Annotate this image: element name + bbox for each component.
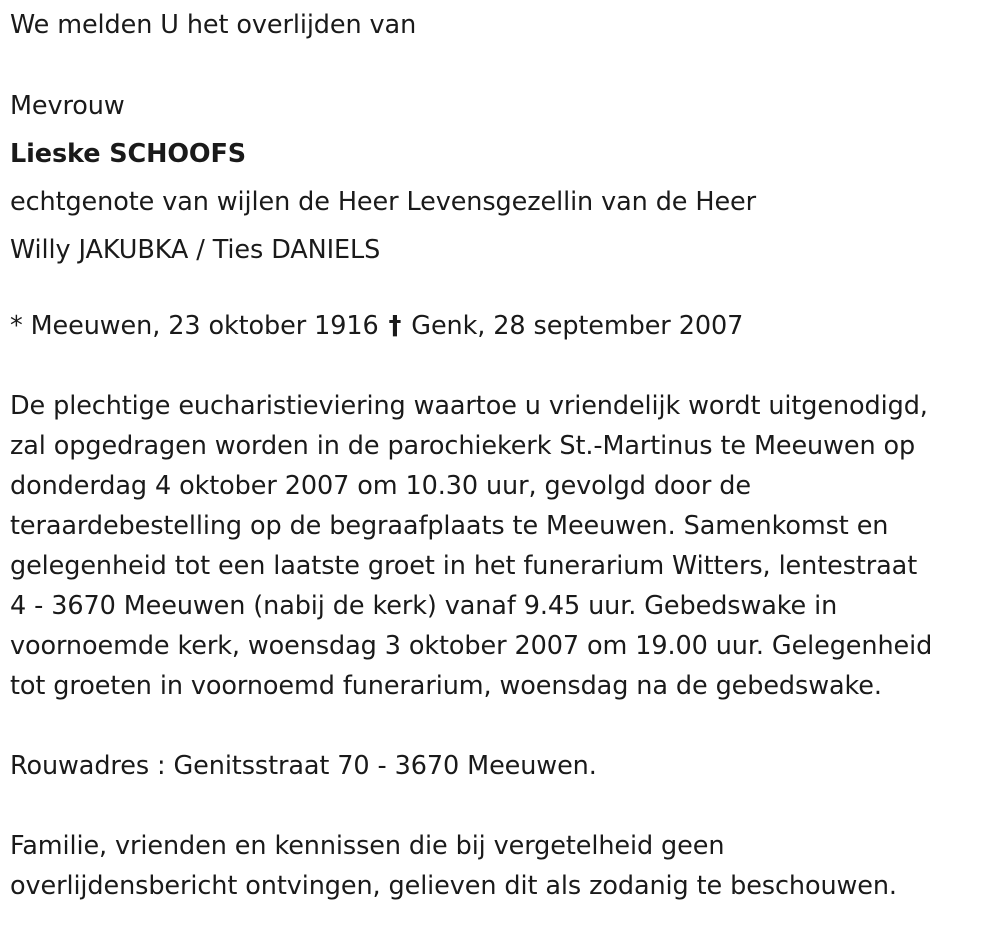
spacer — [10, 50, 995, 82]
spouse-line-1: echtgenote van wijlen de Heer Levensgezellin van de Heer — [10, 187, 757, 217]
closing-line: overlijdensbericht ontvingen, gelieven dit als zodanig te beschouwen. — [10, 871, 897, 901]
closing-line: Familie, vrienden en kennissen die bij vergetelheid geen — [10, 831, 725, 861]
cross-icon: † — [388, 311, 402, 341]
ceremony-line: 4 - 3670 Meeuwen (nabij de kerk) vanaf 9.45 uur. Gebedswake in — [10, 591, 838, 621]
birth-date: * Meeuwen, 23 oktober 1916 — [10, 311, 379, 341]
death-date: Genk, 28 september 2007 — [411, 311, 744, 341]
spacer — [10, 786, 995, 826]
spacer — [10, 274, 995, 306]
ceremony-line: zal opgedragen worden in de parochiekerk St.-Martinus te Meeuwen op — [10, 431, 916, 461]
mourning-address: Rouwadres : Genitsstraat 70 - 3670 Meeuwen. — [10, 751, 597, 781]
ceremony-line: tot groeten in voornoemd funerarium, woensdag na de gebedswake. — [10, 671, 882, 701]
death-notice — [10, 0, 995, 906]
closing-paragraph — [10, 826, 995, 906]
ceremony-line: gelegenheid tot een laatste groet in het funerarium Witters, lentestraat — [10, 551, 918, 581]
ceremony-line: voornoemde kerk, woensdag 3 oktober 2007 om 19.00 uur. Gelegenheid — [10, 631, 933, 661]
spouse-line-2: Willy JAKUBKA / Ties DANIELS — [10, 235, 381, 265]
spacer — [10, 706, 995, 746]
intro-text: We melden U het overlijden van — [10, 10, 417, 40]
deceased-name: Lieske SCHOOFS — [10, 139, 247, 169]
ceremony-paragraph — [10, 386, 995, 706]
salutation: Mevrouw — [10, 91, 125, 121]
ceremony-line: donderdag 4 oktober 2007 om 10.30 uur, gevolgd door de — [10, 471, 751, 501]
dates-line — [10, 306, 995, 346]
ceremony-line: teraardebestelling op de begraafplaats te Meeuwen. Samenkomst en — [10, 511, 889, 541]
ceremony-line: De plechtige eucharistieviering waartoe u vriendelijk wordt uitgenodigd, — [10, 391, 928, 421]
spacer — [10, 346, 995, 386]
